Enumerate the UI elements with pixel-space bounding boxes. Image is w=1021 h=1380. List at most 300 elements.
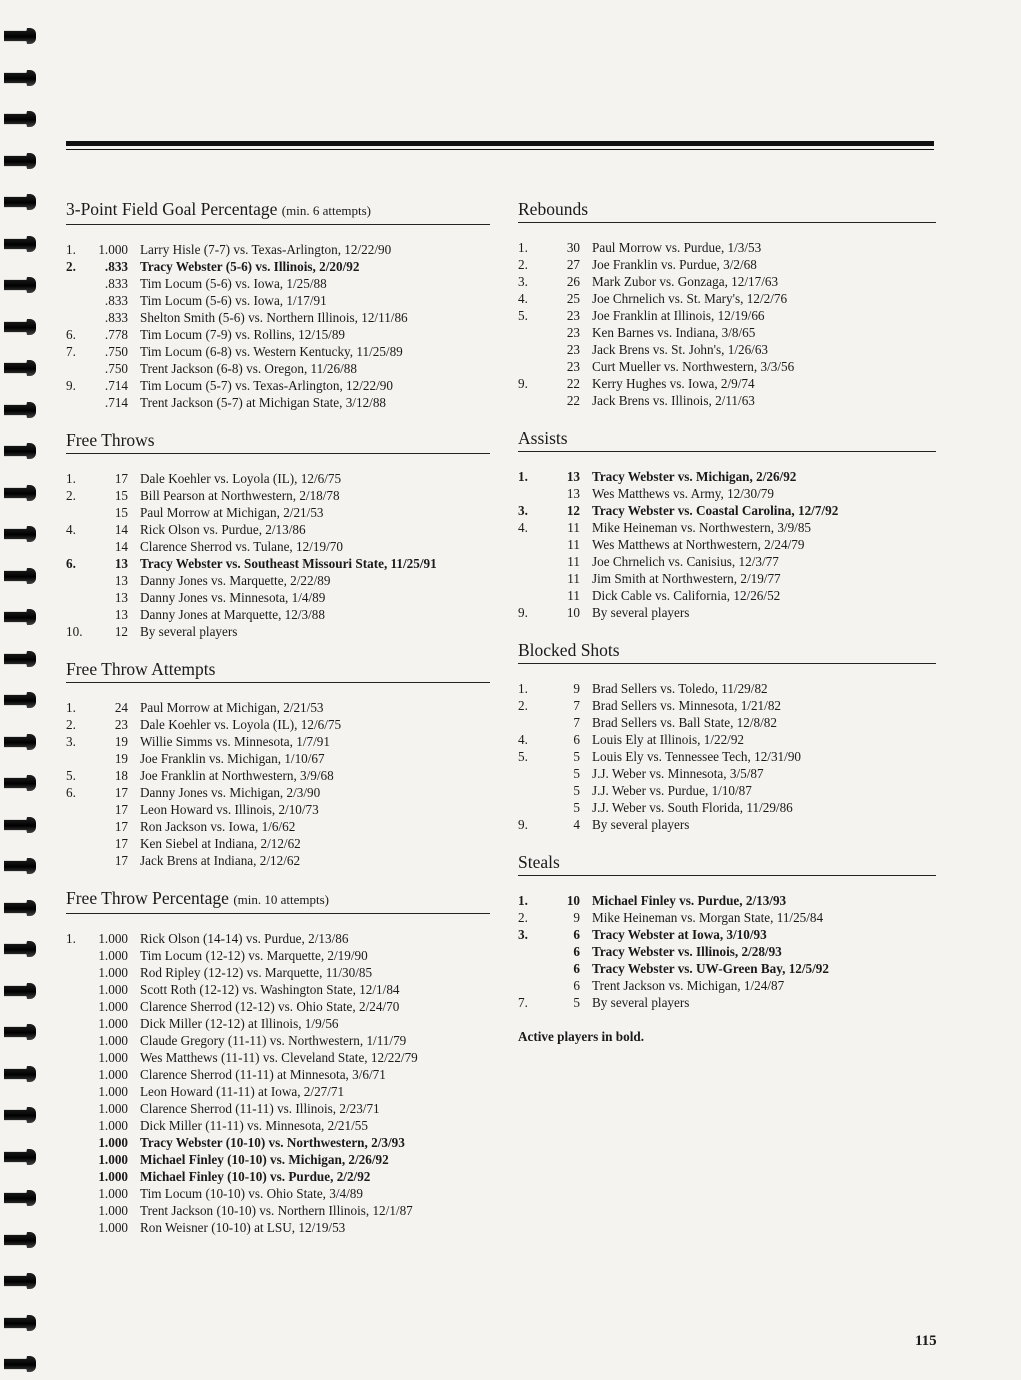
record-text: Leon Howard (11-11) at Iowa, 2/27/71 [140, 1084, 345, 1099]
record-value: 23 [114, 717, 128, 732]
record-value: 9 [573, 910, 580, 925]
record-row [518, 570, 936, 587]
record-rank: 1. [518, 469, 528, 484]
record-row [66, 1032, 490, 1049]
record-rank [66, 1100, 88, 1117]
binding-ring [4, 568, 36, 584]
record-row [518, 892, 936, 909]
record-row [518, 587, 936, 604]
record-row [66, 1185, 490, 1202]
record-rank [66, 835, 88, 852]
record-rank: 4. [66, 522, 76, 537]
record-text: Mike Heineman vs. Morgan State, 11/25/84 [592, 910, 824, 925]
record-value: 7 [573, 715, 580, 730]
record-row [518, 909, 936, 926]
record-rank: 5. [518, 749, 528, 764]
binding-ring [4, 443, 36, 459]
record-rank: 3. [518, 274, 528, 289]
record-rank: 4. [518, 291, 528, 306]
record-value: 1.000 [98, 1135, 128, 1150]
record-row [66, 572, 490, 589]
record-row [66, 241, 490, 258]
binding-ring [4, 609, 36, 625]
record-row [518, 680, 936, 697]
record-rank: 3. [518, 927, 528, 942]
binding-ring [4, 526, 36, 542]
record-value: 13 [114, 573, 128, 588]
record-value: 6 [573, 961, 580, 976]
record-row [66, 275, 490, 292]
record-row [66, 716, 490, 733]
record-row [518, 324, 936, 341]
record-rank: 1. [518, 681, 528, 696]
record-text: Joe Chrnelich vs. St. Mary's, 12/2/76 [592, 291, 788, 306]
binding-ring [4, 277, 36, 293]
record-text: Ken Barnes vs. Indiana, 3/8/65 [592, 325, 756, 340]
record-text: Wes Matthews at Northwestern, 2/24/79 [592, 537, 805, 552]
right-column [518, 198, 936, 1045]
record-row [518, 239, 936, 256]
record-text: Brad Sellers vs. Ball State, 12/8/82 [592, 715, 777, 730]
section-heading [66, 198, 490, 225]
record-row [66, 818, 490, 835]
record-rank: 9. [518, 817, 528, 832]
record-rank: 6. [66, 785, 76, 800]
record-row [66, 589, 490, 606]
record-row [518, 375, 936, 392]
record-rank [66, 852, 88, 869]
record-rank: 5. [518, 308, 528, 323]
record-rank [66, 1032, 88, 1049]
record-row [518, 553, 936, 570]
record-rank [518, 960, 540, 977]
record-rank [518, 977, 540, 994]
record-value: 19 [114, 734, 128, 749]
record-text: Rod Ripley (12-12) vs. Marquette, 11/30/85 [140, 965, 373, 980]
record-row [66, 930, 490, 947]
record-row [66, 947, 490, 964]
record-rank: 2. [66, 717, 76, 732]
record-text: Trent Jackson (5-7) at Michigan State, 3/12/88 [140, 395, 387, 410]
record-text: J.J. Weber vs. South Florida, 11/29/86 [592, 800, 793, 815]
record-row [66, 750, 490, 767]
record-value: 1.000 [98, 965, 128, 980]
record-text: Tracy Webster vs. Illinois, 2/28/93 [592, 944, 782, 959]
record-rank [66, 801, 88, 818]
record-value: 17 [114, 471, 128, 486]
record-row [518, 468, 936, 485]
record-value: 5 [573, 749, 580, 764]
section-title: 3-Point Field Goal Percentage [66, 199, 278, 219]
page-number: 115 [915, 1333, 937, 1349]
binding-ring [4, 1190, 36, 1206]
record-row [518, 714, 936, 731]
record-rank [518, 341, 540, 358]
record-text: Curt Mueller vs. Northwestern, 3/3/56 [592, 359, 795, 374]
record-rank: 1. [66, 471, 76, 486]
assists-section [518, 427, 936, 621]
section-title: Rebounds [518, 199, 588, 219]
record-row [518, 697, 936, 714]
record-text: Willie Simms vs. Minnesota, 1/7/91 [140, 734, 330, 749]
record-rank: 9. [66, 378, 76, 393]
record-text: Paul Morrow at Michigan, 2/21/53 [140, 505, 324, 520]
record-value: 1.000 [98, 931, 128, 946]
record-row [66, 538, 490, 555]
record-rank [518, 587, 540, 604]
record-value: 9 [573, 681, 580, 696]
record-rank [66, 1117, 88, 1134]
record-row [518, 960, 936, 977]
record-text: Tracy Webster vs. UW-Green Bay, 12/5/92 [592, 961, 829, 976]
record-rank: 9. [518, 376, 528, 391]
record-rank: 1. [518, 240, 528, 255]
record-value: 6 [573, 732, 580, 747]
record-text: By several players [592, 605, 690, 620]
section-heading [66, 887, 490, 914]
record-value: 1.000 [98, 948, 128, 963]
section-heading [518, 639, 936, 664]
record-row [66, 258, 490, 275]
record-text: Ken Siebel at Indiana, 2/12/62 [140, 836, 301, 851]
record-rank: 1. [66, 931, 76, 946]
section-heading [518, 427, 936, 452]
record-row [66, 360, 490, 377]
record-text: Clarence Sherrod (11-11) vs. Illinois, 2/23/71 [140, 1101, 380, 1116]
section-title: Assists [518, 428, 568, 448]
record-row [66, 623, 490, 640]
record-text: Tracy Webster at Iowa, 3/10/93 [592, 927, 767, 942]
header-rule-thin [66, 149, 934, 150]
record-rank: 2. [518, 910, 528, 925]
record-rank [66, 1134, 88, 1151]
record-rank [518, 714, 540, 731]
header-rule [66, 141, 934, 146]
record-value: 1.000 [98, 1033, 128, 1048]
record-value: 12 [566, 503, 580, 518]
record-text: Larry Hisle (7-7) vs. Texas-Arlington, 12/22/90 [140, 242, 392, 257]
binding-ring [4, 692, 36, 708]
binding-ring [4, 1315, 36, 1331]
section-title: Free Throws [66, 430, 155, 450]
record-row [66, 309, 490, 326]
record-text: Tracy Webster vs. Coastal Carolina, 12/7/92 [592, 503, 839, 518]
record-text: Jack Brens at Indiana, 2/12/62 [140, 853, 301, 868]
record-rank: 3. [518, 503, 528, 518]
record-text: By several players [592, 817, 690, 832]
record-text: Rick Olson (14-14) vs. Purdue, 2/13/86 [140, 931, 349, 946]
binding-ring [4, 485, 36, 501]
record-text: Tracy Webster vs. Michigan, 2/26/92 [592, 469, 797, 484]
record-value: 1.000 [98, 1050, 128, 1065]
record-value: 1.000 [98, 1084, 128, 1099]
record-text: Louis Ely at Illinois, 1/22/92 [592, 732, 745, 747]
record-value: 13 [114, 590, 128, 605]
record-text: By several players [140, 624, 238, 639]
record-rank [518, 324, 540, 341]
section-title: Steals [518, 852, 560, 872]
record-value: 23 [566, 308, 580, 323]
binding-ring [4, 1149, 36, 1165]
record-rank: 6. [66, 556, 76, 571]
record-rank [66, 964, 88, 981]
record-value: 1.000 [98, 1067, 128, 1082]
record-text: Dale Koehler vs. Loyola (IL), 12/6/75 [140, 471, 342, 486]
record-text: Tim Locum (6-8) vs. Western Kentucky, 11/25/89 [140, 344, 403, 359]
record-rank: 2. [66, 259, 76, 274]
record-value: 1.000 [98, 1016, 128, 1031]
binding-ring [4, 1066, 36, 1082]
record-value: 30 [566, 240, 580, 255]
free-throws-section [66, 429, 490, 640]
record-row [66, 1015, 490, 1032]
binding-ring [4, 941, 36, 957]
record-text: Tim Locum (10-10) vs. Ohio State, 3/4/89 [140, 1186, 363, 1201]
record-value: 23 [566, 342, 580, 357]
record-value: 1.000 [98, 1152, 128, 1167]
record-rank [66, 589, 88, 606]
record-row [518, 485, 936, 502]
record-value: 23 [566, 359, 580, 374]
record-rank [518, 765, 540, 782]
record-text: J.J. Weber vs. Minnesota, 3/5/87 [592, 766, 764, 781]
binding-ring [4, 900, 36, 916]
record-row [518, 799, 936, 816]
record-text: Kerry Hughes vs. Iowa, 2/9/74 [592, 376, 755, 391]
record-rank [66, 998, 88, 1015]
record-value: .833 [104, 276, 128, 291]
record-row [66, 998, 490, 1015]
record-row [66, 1049, 490, 1066]
record-text: Clarence Sherrod vs. Tulane, 12/19/70 [140, 539, 343, 554]
binding-ring [4, 734, 36, 750]
record-row [66, 733, 490, 750]
binding-ring [4, 1273, 36, 1289]
record-text: Dale Koehler vs. Loyola (IL), 12/6/75 [140, 717, 342, 732]
section-subtitle: (min. 10 attempts) [233, 892, 330, 907]
section-title: Free Throw Attempts [66, 659, 216, 679]
record-value: 17 [114, 819, 128, 834]
record-row [66, 504, 490, 521]
record-row [66, 964, 490, 981]
record-rank [518, 553, 540, 570]
record-rank: 1. [518, 893, 528, 908]
record-text: Joe Franklin at Northwestern, 3/9/68 [140, 768, 334, 783]
record-row [66, 377, 490, 394]
record-text: Danny Jones vs. Marquette, 2/22/89 [140, 573, 331, 588]
record-value: 11 [567, 537, 580, 552]
record-row [518, 782, 936, 799]
binding-ring [4, 194, 36, 210]
record-value: 1.000 [98, 1220, 128, 1235]
record-value: 18 [114, 768, 128, 783]
record-value: 27 [566, 257, 580, 272]
record-rank [66, 1151, 88, 1168]
binding-ring [4, 1107, 36, 1123]
record-row [66, 835, 490, 852]
record-row [66, 606, 490, 623]
record-value: 1.000 [98, 982, 128, 997]
section-heading [66, 429, 490, 454]
record-text: Dick Cable vs. California, 12/26/52 [592, 588, 781, 603]
rebounds-section [518, 198, 936, 409]
record-value: 19 [114, 751, 128, 766]
record-row [518, 502, 936, 519]
record-row [518, 731, 936, 748]
steals-section [518, 851, 936, 1011]
record-row [66, 1151, 490, 1168]
record-rank [66, 1185, 88, 1202]
binding-ring [4, 319, 36, 335]
record-value: 15 [114, 488, 128, 503]
record-value: 5 [573, 766, 580, 781]
record-text: Michael Finley (10-10) vs. Michigan, 2/26/92 [140, 1152, 389, 1167]
record-text: Wes Matthews vs. Army, 12/30/79 [592, 486, 774, 501]
record-row [518, 358, 936, 375]
record-value: 13 [114, 556, 128, 571]
binding-ring [4, 858, 36, 874]
record-row [66, 784, 490, 801]
record-text: Michael Finley (10-10) vs. Purdue, 2/2/92 [140, 1169, 371, 1184]
binding-ring [4, 111, 36, 127]
record-row [518, 341, 936, 358]
record-value: 11 [567, 520, 580, 535]
blocked-shots-section [518, 639, 936, 833]
record-value: 10 [566, 893, 580, 908]
record-text: Danny Jones vs. Michigan, 2/3/90 [140, 785, 321, 800]
record-row [66, 1117, 490, 1134]
record-row [518, 748, 936, 765]
record-text: Paul Morrow at Michigan, 2/21/53 [140, 700, 324, 715]
record-value: 26 [566, 274, 580, 289]
record-value: 1.000 [98, 242, 128, 257]
record-text: Rick Olson vs. Purdue, 2/13/86 [140, 522, 306, 537]
record-rank [66, 1202, 88, 1219]
section-title: Blocked Shots [518, 640, 620, 660]
record-text: Ron Weisner (10-10) at LSU, 12/19/53 [140, 1220, 346, 1235]
record-text: Danny Jones vs. Minnesota, 1/4/89 [140, 590, 326, 605]
record-text: Leon Howard vs. Illinois, 2/10/73 [140, 802, 319, 817]
record-value: 22 [566, 376, 580, 391]
section-heading [518, 198, 936, 223]
record-row [66, 1168, 490, 1185]
binding-ring [4, 775, 36, 791]
record-rank: 3. [66, 734, 76, 749]
record-rank [518, 943, 540, 960]
record-text: Tim Locum (5-7) vs. Texas-Arlington, 12/22/90 [140, 378, 393, 393]
record-rank [66, 981, 88, 998]
record-rank: 5. [66, 768, 76, 783]
spiral-binding [0, 0, 40, 1380]
record-text: Clarence Sherrod (11-11) at Minnesota, 3/6/71 [140, 1067, 386, 1082]
record-rank: 1. [66, 700, 76, 715]
record-row [518, 290, 936, 307]
record-value: .714 [104, 395, 128, 410]
record-value: 12 [114, 624, 128, 639]
record-text: Trent Jackson vs. Michigan, 1/24/87 [592, 978, 785, 993]
record-text: Jack Brens vs. Illinois, 2/11/63 [592, 393, 755, 408]
record-rank [518, 799, 540, 816]
record-rank [66, 818, 88, 835]
record-rank: 1. [66, 242, 76, 257]
record-rank [66, 606, 88, 623]
record-row [66, 326, 490, 343]
record-row [66, 699, 490, 716]
binding-ring [4, 1232, 36, 1248]
binding-ring [4, 28, 36, 44]
record-row [518, 994, 936, 1011]
record-rank [66, 1049, 88, 1066]
record-row [518, 536, 936, 553]
record-rank [66, 275, 88, 292]
binding-ring [4, 1024, 36, 1040]
record-value: 4 [573, 817, 580, 832]
record-value: .714 [104, 378, 128, 393]
record-text: Michael Finley vs. Purdue, 2/13/93 [592, 893, 787, 908]
record-value: 11 [567, 554, 580, 569]
record-rank [518, 782, 540, 799]
record-text: Brad Sellers vs. Toledo, 11/29/82 [592, 681, 768, 696]
record-rank [66, 1219, 88, 1236]
record-text: Louis Ely vs. Tennessee Tech, 12/31/90 [592, 749, 802, 764]
record-value: 1.000 [98, 999, 128, 1014]
record-value: 11 [567, 588, 580, 603]
record-row [518, 816, 936, 833]
record-text: Tim Locum (5-6) vs. Iowa, 1/25/88 [140, 276, 327, 291]
binding-ring [4, 817, 36, 833]
record-rank [66, 1066, 88, 1083]
section-heading [66, 658, 490, 683]
binding-ring [4, 983, 36, 999]
record-rank: 9. [518, 605, 528, 620]
record-text: Claude Gregory (11-11) vs. Northwestern, 1/11/79 [140, 1033, 407, 1048]
binding-ring [4, 1356, 36, 1372]
record-value: .833 [104, 259, 128, 274]
record-rank: 7. [518, 995, 528, 1010]
record-rank: 2. [66, 488, 76, 503]
record-text: Clarence Sherrod (12-12) vs. Ohio State, 2/24/70 [140, 999, 400, 1014]
record-text: Joe Franklin vs. Purdue, 3/2/68 [592, 257, 757, 272]
section-heading [518, 851, 936, 876]
record-row [66, 292, 490, 309]
record-text: Tim Locum (7-9) vs. Rollins, 12/15/89 [140, 327, 346, 342]
record-value: 11 [567, 571, 580, 586]
record-rank [66, 1083, 88, 1100]
record-value: .750 [104, 361, 128, 376]
record-row [66, 1202, 490, 1219]
record-row [66, 1219, 490, 1236]
record-value: 1.000 [98, 1186, 128, 1201]
record-row [66, 487, 490, 504]
record-text: Wes Matthews (11-11) vs. Cleveland State, 12/22/79 [140, 1050, 418, 1065]
record-value: 23 [566, 325, 580, 340]
record-value: 6 [573, 944, 580, 959]
record-value: .833 [104, 293, 128, 308]
record-rank [66, 947, 88, 964]
record-rank: 2. [518, 698, 528, 713]
binding-ring [4, 70, 36, 86]
record-text: Paul Morrow vs. Purdue, 1/3/53 [592, 240, 762, 255]
record-text: Joe Chrnelich vs. Canisius, 12/3/77 [592, 554, 779, 569]
record-rank: 6. [66, 327, 76, 342]
record-text: Mark Zubor vs. Gonzaga, 12/17/63 [592, 274, 779, 289]
record-row [66, 1083, 490, 1100]
record-text: Tracy Webster (5-6) vs. Illinois, 2/20/92 [140, 259, 360, 274]
record-rank [518, 358, 540, 375]
free-throw-attempts-section [66, 658, 490, 869]
record-text: By several players [592, 995, 690, 1010]
record-rank [66, 1168, 88, 1185]
